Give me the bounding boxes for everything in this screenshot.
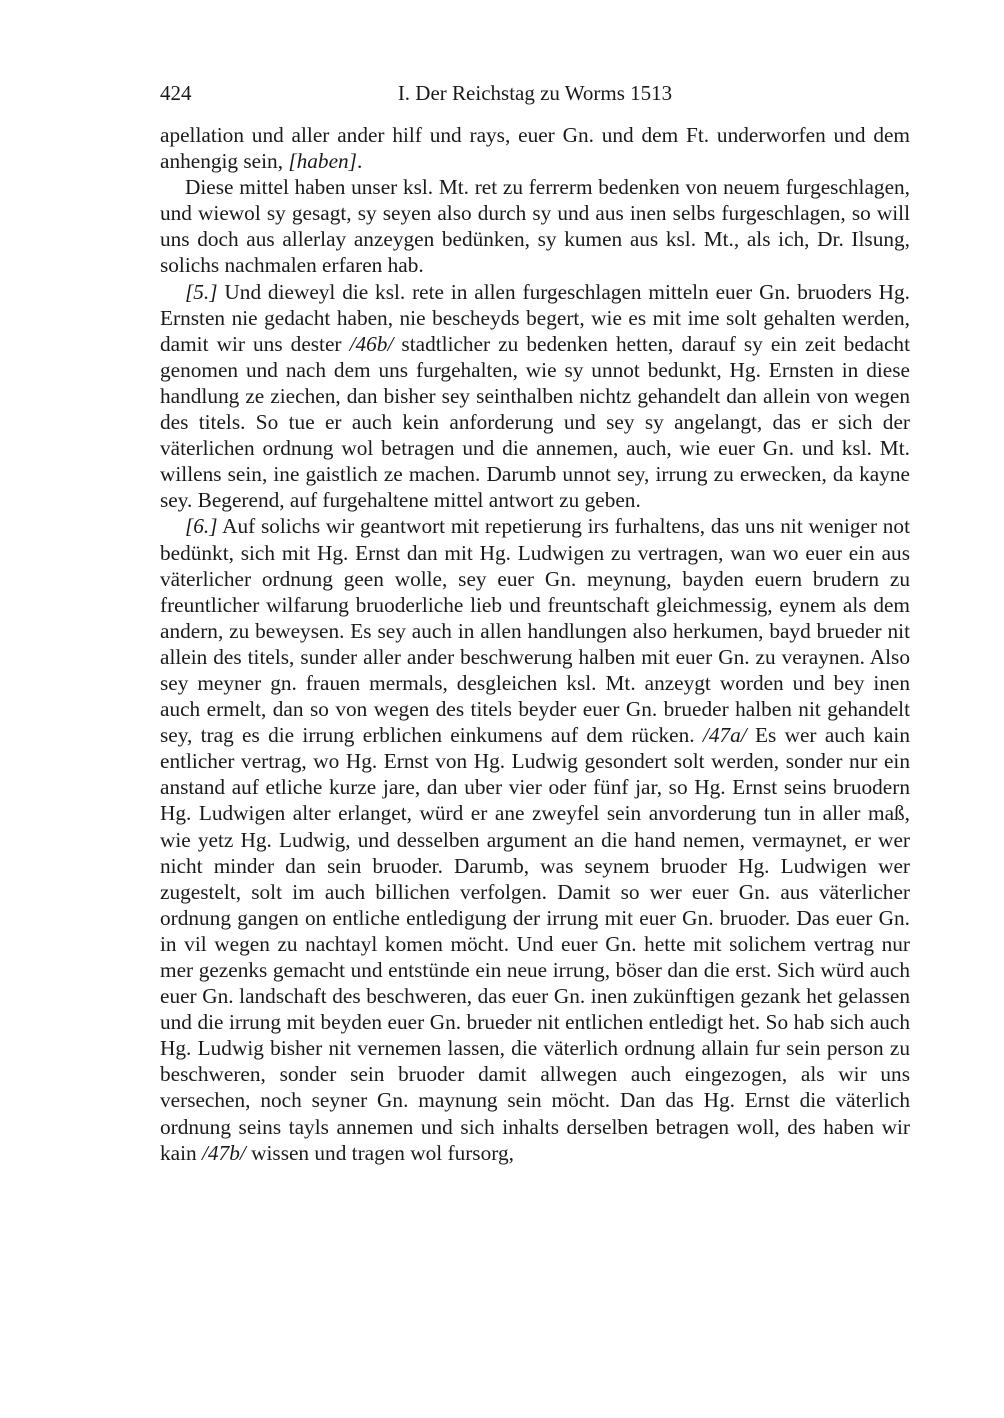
folio-marker: /47b/ [202,1140,246,1165]
text-segment: Es wer auch kain entlicher vertrag, wo Hg. Ernst von Hg. Ludwig gesondert solt werden, sonder nur ein anstand auf etliche kurze jare, dan uber vier oder fünf jar, so Hg. Ernst seins bruodern Hg. Ludwigen alter erlanget, würd er ane zweyfel sein anvorderung tun in aller maß, wie yetz Hg. Ludwig, und desselben argument an die hand nemen, vermaynet, er wer nicht minder dan sein bruoder. Darumb, was seynem bruoder Hg. Ludwigen wer zugestelt, solt im auch billichen verfolgen. Damit so wer euer Gn. aus väterlicher ordnung gangen on entliche entledigung der irrung mit euer Gn. bruoder. Das euer Gn. in vil wegen zu nachtayl komen möcht. Und euer Gn. hette mit solichem vertrag nur mer gezenks gemacht und entstünde ein neue irrung, böser dan die erst. Sich würd auch euer Gn. landschaft des beschweren, das euer Gn. inen zukünftigen gezank het gelassen und die irrung mit beyden euer Gn. brueder nit entlichen entledigt het. So hab sich auch Hg. Ludwig bisher nit vernemen lassen, die väterlich ordnung allain fur sein person zu beschweren, sonder sein bruoder damit allwegen auch eingezogen, als wir uns versechen, noch seyner Gn. maynung sein möcht. Dan das Hg. Ernst die väterlich ordnung seins tayls annemen und sich inhalts derselben betragen woll, des haben wir kain [160,723,910,1165]
text-segment: stadtlicher zu bedenken hetten, darauf sy ein zeit bedacht genomen und nach dem uns furgehalten, wie sy unnot bedunkt, Hg. Ernsten in diese handlung ze ziechen, dan bisher sey seinthalben nichtz gehandelt dan allein von wegen des titels. So tue er auch kein anforderung und sey sy angelangt, das er sich der väterlichen ordnung wol betragen und die annemen, auch, wie euer Gn. und ksl. Mt. willens sein, ine gaistlich ze machen. Darumb unnot sey, irrung zu erwecken, da kayne sey. Begerend, auf furgehaltene mittel antwort zu geben. [160,331,910,513]
section-number: [5.] [185,279,218,304]
paragraph [160,279,910,514]
text-segment: Diese mittel haben unser ksl. Mt. ret zu ferrerm bedenken von neuem furgeschlagen, und wiewol sy gesagt, sy seyen also durch sy und aus inen selbs furgeschlagen, so will uns doch aus allerlay anzeygen bedünken, sy kumen aus ksl. Mt., als ich, Dr. Ilsung, solichs nachmalen erfaren hab. [160,175,910,278]
page-number: 424 [160,81,192,105]
paragraph [160,513,910,1165]
editorial-insertion: [haben] [288,149,357,174]
text-segment: . [356,149,363,174]
text-segment: apellation und aller ander hilf und rays, euer Gn. und dem Ft. underworfen und dem anhengig sein, [160,123,910,174]
body-text [160,122,910,1166]
text-segment: Auf solichs wir geantwort mit repetierung irs furhaltens, das uns nit weniger not bedünkt, sich mit Hg. Ernst dan mit Hg. Ludwigen zu vertragen, wan wo euer ein aus väterlicher ordnung geen wolle, sey euer Gn. meynung, bayden euern brudern zu freuntlicher wilfarung bruoderliche lieb und freuntschaft gleichmessig, eynem als dem andern, zu beweysen. Es sey auch in allen handlungen also herkumen, bayd brueder nit allein des titels, sunder aller ander beschwerung halben mit euer Gn. zu veraynen. Also sey meyner gn. frauen mermals, desgleichen ksl. Mt. anzeygt worden und bey inen auch ermelt, dan so von wegen des titels beyder euer Gn. brueder halben nit gehandelt sey, trag es die irrung erblichen einkumens auf dem rücken. [160,514,910,748]
running-head [160,78,910,108]
paragraph [160,122,910,174]
folio-marker: /46b/ [349,331,394,356]
document-page [160,78,910,1166]
paragraph [160,174,910,278]
section-number: [6.] [185,514,218,539]
folio-marker: /47a/ [702,723,747,748]
text-segment: Und dieweyl die ksl. rete in allen furgeschlagen mitteln euer Gn. bruoders Hg. Ernsten nie gedacht haben, nie bescheyds begert, wie es mit ime solt gehalten werden, damit wir uns dester [160,279,910,356]
running-head-title: I. Der Reichstag zu Worms 1513 [397,81,673,105]
text-segment: wissen und tragen wol fursorg, [245,1140,514,1165]
